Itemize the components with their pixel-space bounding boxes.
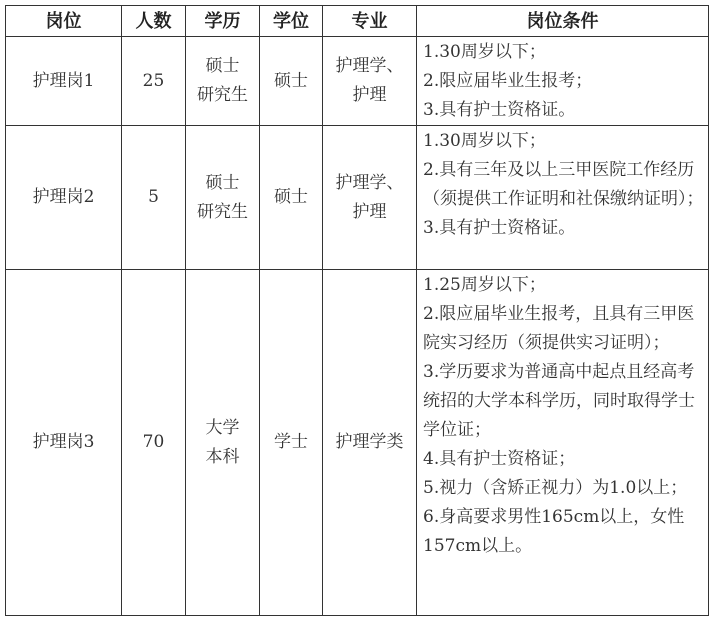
table-row — [6, 270, 709, 616]
condition-item: 4.具有护士资格证； — [423, 449, 576, 469]
condition-item: 6.身高要求男性165cm以上，女性157cm以上。 — [423, 507, 685, 556]
degree-cell: 硕士 — [260, 126, 323, 270]
condition-item: 3.具有护士资格证。 — [423, 100, 576, 120]
degree-cell: 学士 — [260, 270, 323, 616]
header-education: 学历 — [186, 6, 260, 37]
major-cell: 护理学类 — [323, 270, 417, 616]
conditions-cell — [417, 126, 709, 270]
condition-item: 1.25周岁以下； — [423, 275, 546, 295]
position-cell: 护理岗1 — [6, 37, 122, 126]
header-conditions: 岗位条件 — [417, 6, 709, 37]
position-cell: 护理岗2 — [6, 126, 122, 270]
table-row — [6, 37, 709, 126]
count-cell: 70 — [122, 270, 186, 616]
header-position: 岗位 — [6, 6, 122, 37]
conditions-cell — [417, 37, 709, 126]
count-cell: 25 — [122, 37, 186, 126]
degree-cell: 硕士 — [260, 37, 323, 126]
header-row — [6, 6, 709, 37]
table-row — [6, 126, 709, 270]
condition-item: 1.30周岁以下； — [423, 42, 546, 62]
recruitment-table — [5, 5, 709, 616]
condition-item: 3.具有护士资格证。 — [423, 218, 576, 238]
education-cell: 大学 本科 — [186, 270, 260, 616]
header-major: 专业 — [323, 6, 417, 37]
condition-item: 1.30周岁以下； — [423, 131, 546, 151]
condition-item: 3.学历要求为普通高中起点且经高考统招的大学本科学历，同时取得学士学位证； — [423, 362, 695, 440]
condition-item: 2.具有三年及以上三甲医院工作经历（须提供工作证明和社保缴纳证明）； — [423, 160, 704, 209]
major-cell: 护理学、 护理 — [323, 126, 417, 270]
education-cell: 硕士 研究生 — [186, 37, 260, 126]
condition-item: 5.视力（含矫正视力）为1.0以上； — [423, 478, 688, 498]
count-cell: 5 — [122, 126, 186, 270]
education-cell: 硕士 研究生 — [186, 126, 260, 270]
condition-item: 2.限应届毕业生报考； — [423, 71, 593, 91]
conditions-cell — [417, 270, 709, 616]
position-cell: 护理岗3 — [6, 270, 122, 616]
condition-item: 2.限应届毕业生报考，且具有三甲医院实习经历（须提供实习证明）； — [423, 304, 695, 353]
header-degree: 学位 — [260, 6, 323, 37]
major-cell: 护理学、 护理 — [323, 37, 417, 126]
header-count: 人数 — [122, 6, 186, 37]
